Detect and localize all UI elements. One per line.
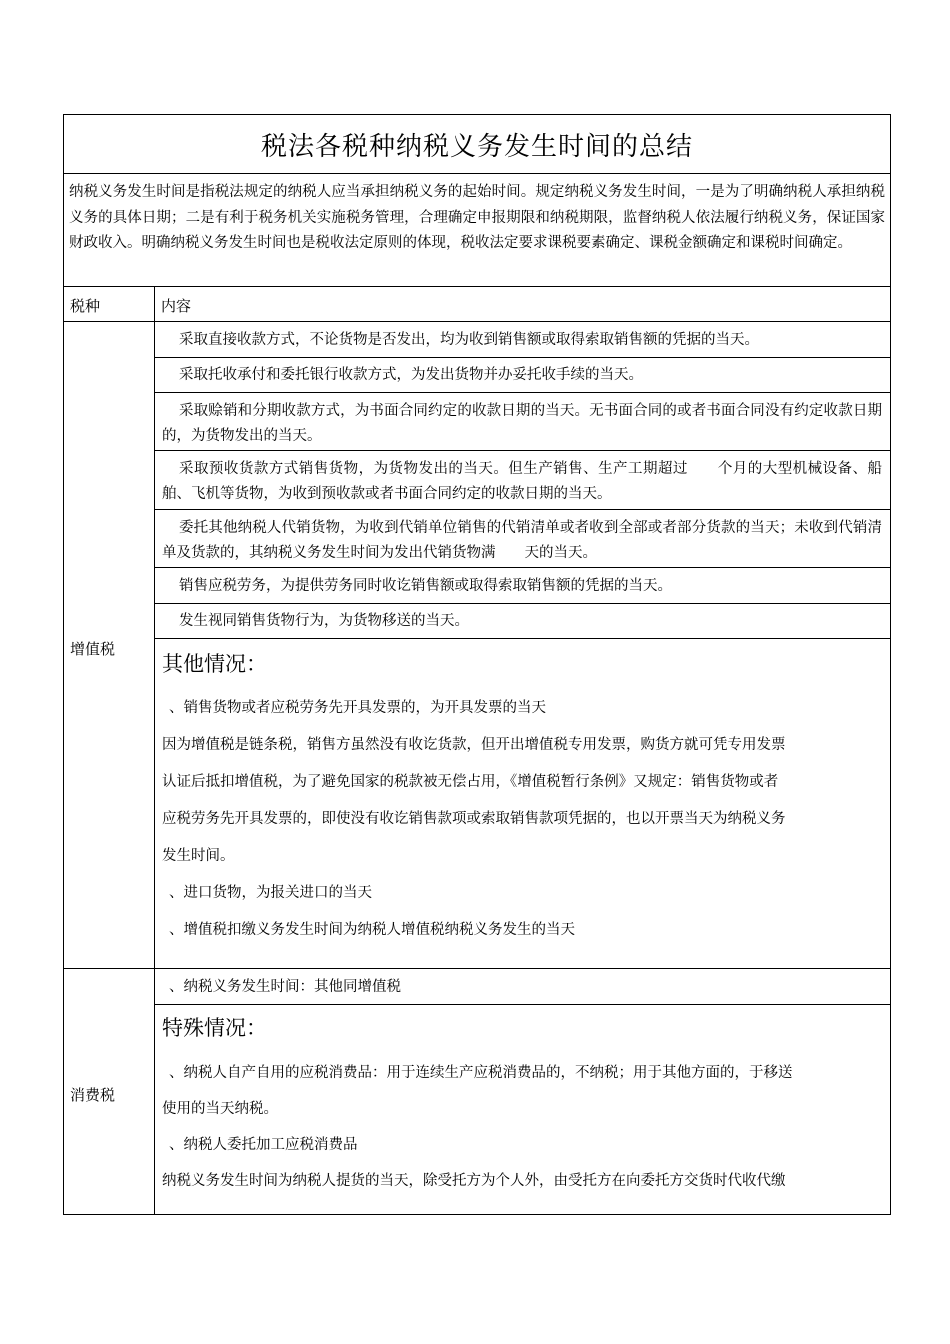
- vat-rule-text: 采取托收承付和委托银行收款方式，为发出货物并办妥托收手续的当天。: [179, 367, 643, 383]
- consumption-special-line: 、纳税人自产自用的应税消费品：用于连续生产应税消费品的，不纳税；用于其他方面的，于移送: [169, 1065, 793, 1081]
- document-title: 税法各税种纳税义务发生时间的总结: [260, 131, 693, 162]
- vat-rule-text: 委托其他纳税人代销货物，为收到代销单位销售的代销清单或者收到全部或者部分货款的当天；未收到代销清单及货款的，其纳税义务发生时间为发出代销货物满 天的当天。: [162, 520, 882, 561]
- vat-rule-text: 采取直接收款方式，不论货物是否发出，均为收到销售额或取得索取销售额的凭据的当天。: [179, 332, 759, 348]
- vat-other-paragraph-line: 因为增值税是链条税，销售方虽然没有收讫货款，但开出增值税专用发票，购货方就可凭专用发票: [162, 737, 786, 753]
- vat-rule-text: 采取赊销和分期收款方式，为书面合同约定的收款日期的当天。无书面合同的或者书面合同没有约定收款日期的，为货物发出的当天。: [162, 403, 882, 444]
- consumption-special-heading: 特殊情况：: [162, 1016, 267, 1040]
- vat-other-item: 、增值税扣缴义务发生时间为纳税人增值税纳税义务发生的当天: [169, 922, 575, 938]
- table-header-row: [64, 287, 890, 322]
- vat-rule-text: 销售应税劳务，为提供劳务同时收讫销售额或取得索取销售额的凭据的当天。: [179, 578, 672, 594]
- vat-label: 增值税: [70, 640, 116, 658]
- consumption-general-row: 、纳税义务发生时间：其他同增值税: [155, 969, 890, 1005]
- vat-rule-row: [155, 451, 890, 510]
- vat-other-item: 、销售货物或者应税劳务先开具发票的，为开具发票的当天: [169, 700, 546, 716]
- consumption-special-block: [155, 1005, 890, 1199]
- title-row: [64, 115, 890, 174]
- vat-rule-row: [155, 358, 890, 393]
- vat-rule-row: [155, 510, 890, 568]
- vat-content: [155, 322, 890, 949]
- consumption-content: [155, 969, 890, 1199]
- vat-other-block: [155, 639, 890, 949]
- vat-section: [64, 322, 890, 969]
- consumption-tax-label: 消费税: [70, 1086, 116, 1104]
- vat-rule-text: 发生视同销售货物行为，为货物移送的当天。: [179, 613, 469, 629]
- vat-other-heading: 其他情况：: [162, 652, 267, 676]
- vat-other-item: 、进口货物，为报关进口的当天: [169, 885, 372, 901]
- consumption-special-line: 纳税义务发生时间为纳税人提货的当天，除受托方为个人外，由受托方在向委托方交货时代收代缴: [162, 1173, 786, 1189]
- header-tax-type: 税种: [70, 297, 101, 315]
- header-content: 内容: [161, 297, 192, 315]
- vat-other-paragraph-line: 发生时间。: [162, 848, 235, 864]
- intro-paragraph: 纳税义务发生时间是指税法规定的纳税人应当承担纳税义务的起始时间。规定纳税义务发生时间，一是为了明确纳税人承担纳税义务的具体日期；二是有利于税务机关实施税务管理，合理确定申报期限和纳税期限，监督纳税人依法履行纳税义务，保证国家财政收入。明确纳税义务发生时间也是税收法定原则的体现，税收法定要求课税要素确定、课税金额确定和课税时间确定。: [64, 174, 890, 287]
- vat-rule-row: [155, 568, 890, 604]
- consumption-tax-section: [64, 969, 890, 1214]
- vat-other-paragraph-line: 应税劳务先开具发票的，即使没有收讫销售款项或索取销售款项凭据的，也以开票当天为纳税义务: [162, 811, 786, 827]
- consumption-special-line: 使用的当天纳税。: [162, 1101, 278, 1117]
- vat-rule-row: [155, 322, 890, 358]
- vat-rule-row: [155, 393, 890, 451]
- consumption-special-line: 、纳税人委托加工应税消费品: [169, 1137, 358, 1153]
- tax-summary-table: [63, 114, 891, 1215]
- vat-rule-row: [155, 604, 890, 639]
- vat-other-paragraph-line: 认证后抵扣增值税，为了避免国家的税款被无偿占用，《增值税暂行条例》又规定：销售货物或者: [162, 774, 779, 790]
- vat-rule-text: 采取预收货款方式销售货物，为货物发出的当天。但生产销售、生产工期超过 个月的大型机械设备、船舶、飞机等货物，为收到预收款或者书面合同约定的收款日期的当天。: [162, 461, 882, 502]
